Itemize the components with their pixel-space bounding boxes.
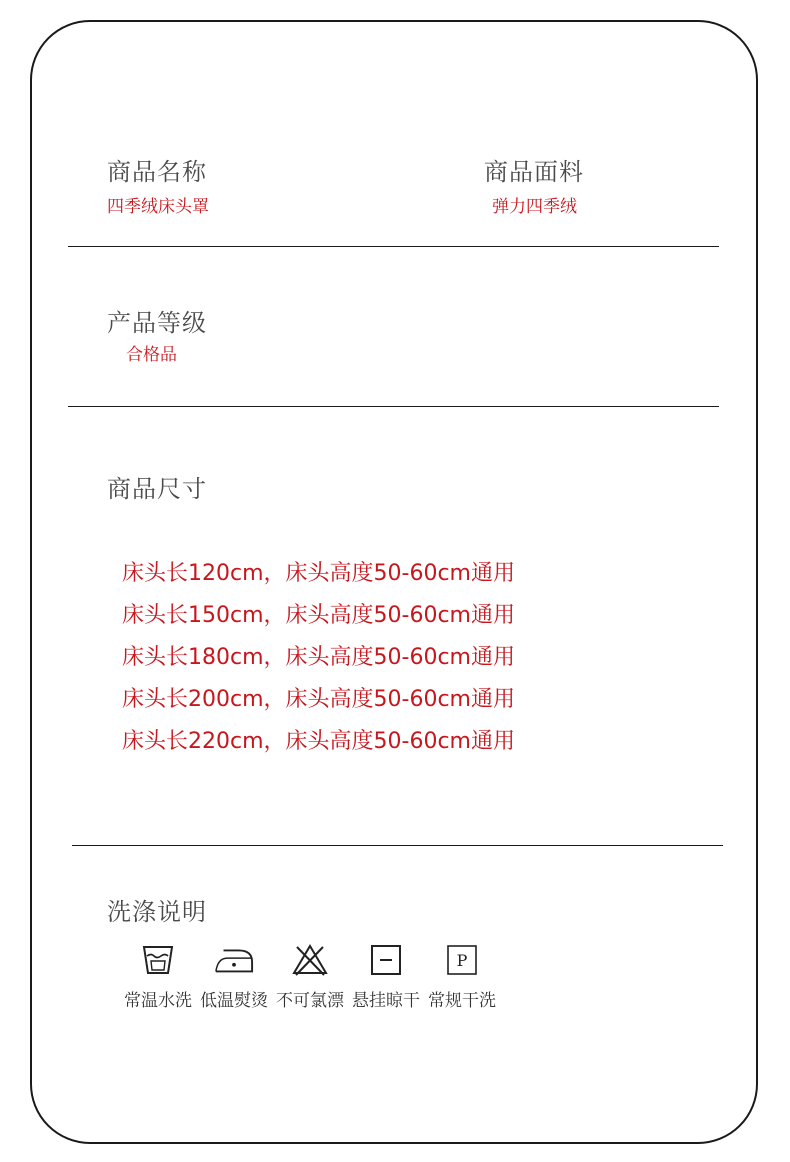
care-text: 不可氯漂 xyxy=(276,991,344,1011)
size-line: 床头长120cm，床头高度50-60cm通用 xyxy=(122,561,515,586)
size-line: 床头长150cm，床头高度50-60cm通用 xyxy=(122,603,515,628)
product-name-label: 商品名称 xyxy=(107,158,207,186)
care-symbols-row xyxy=(124,940,504,1011)
product-grade-label: 产品等级 xyxy=(107,309,207,337)
product-size-label: 商品尺寸 xyxy=(107,475,207,503)
dry-clean-letter: P xyxy=(456,951,468,970)
hang-dry-icon xyxy=(366,940,406,980)
washing-label: 洗涤说明 xyxy=(107,898,207,926)
product-name-value: 四季绒床头罩 xyxy=(107,197,209,217)
size-line: 床头长220cm，床头高度50-60cm通用 xyxy=(122,729,515,754)
divider-3 xyxy=(72,845,723,846)
care-text: 常规干洗 xyxy=(428,991,496,1011)
care-text: 低温熨烫 xyxy=(200,991,268,1011)
size-line: 床头长180cm，床头高度50-60cm通用 xyxy=(122,645,515,670)
no-bleach-icon xyxy=(290,940,330,980)
product-fabric-value: 弹力四季绒 xyxy=(492,197,577,217)
iron-low-icon xyxy=(214,940,254,980)
product-grade-value: 合格品 xyxy=(126,345,177,365)
care-item-bleach xyxy=(276,940,344,1011)
size-list xyxy=(122,559,515,769)
size-line: 床头长200cm，床头高度50-60cm通用 xyxy=(122,687,515,712)
wash-tub-icon xyxy=(138,940,178,980)
care-item-dryclean xyxy=(428,940,496,1011)
product-fabric-label: 商品面料 xyxy=(484,158,584,186)
divider-1 xyxy=(68,246,719,247)
care-item-iron xyxy=(200,940,268,1011)
care-item-wash xyxy=(124,940,192,1011)
dry-clean-p-icon xyxy=(442,940,482,980)
care-text: 常温水洗 xyxy=(124,991,192,1011)
divider-2 xyxy=(68,406,719,407)
care-text: 悬挂晾干 xyxy=(352,991,420,1011)
care-item-dry xyxy=(352,940,420,1011)
